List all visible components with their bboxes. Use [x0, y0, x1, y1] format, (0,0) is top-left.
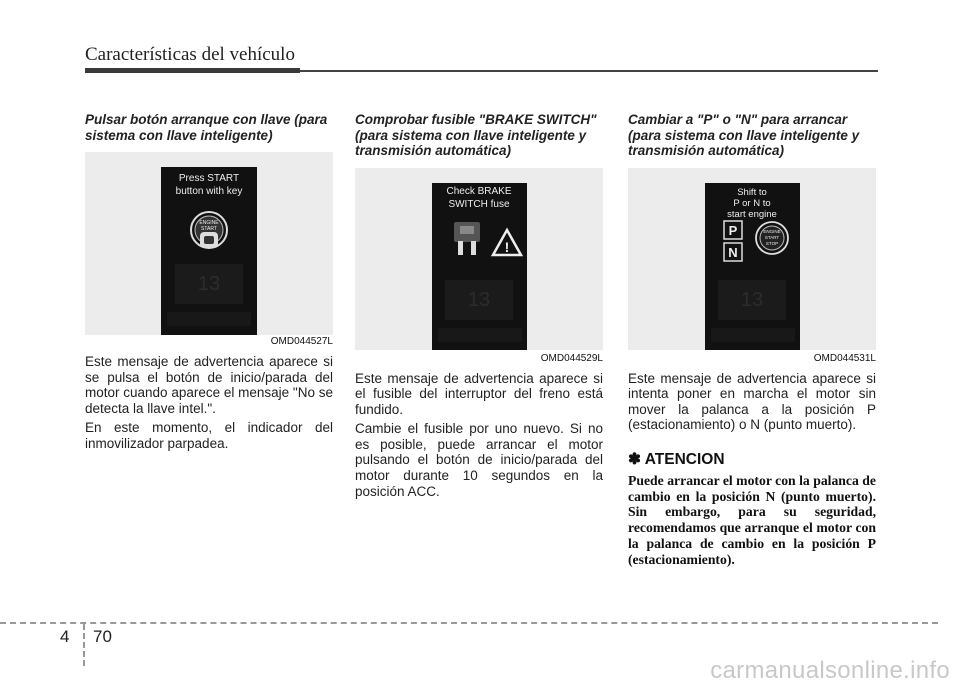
- gear-p-label: P: [728, 222, 738, 238]
- lcd-text-line-1: Check BRAKE: [446, 185, 512, 197]
- caution-text: Puede arrancar el motor con la palanca de cambio en la posición N (punto muerto). Sin embargo, para su seguridad, recomendamos que arranque el motor con la palanca de cambio en la posición P (estacionamiento).: [628, 472, 876, 567]
- cluster-figure: [85, 152, 333, 335]
- body-paragraph: Cambie el fusible por uno nuevo. Si no es posible, puede arrancar el motor pulsando el botón de inicio/parada del motor durante 10 segundos en la posición ACC.: [355, 421, 603, 499]
- lcd-bottom-strip: [711, 328, 795, 342]
- cluster-figure: [355, 168, 603, 350]
- gear-n-label: N: [728, 244, 738, 260]
- footer-divider: [0, 622, 938, 624]
- button-label-2: START: [764, 234, 780, 240]
- header-title: Características del vehículo: [85, 44, 295, 65]
- header-rule-thick: [85, 68, 300, 73]
- cluster-figure: [628, 168, 876, 350]
- lcd-text-line-2: SWITCH fuse: [448, 198, 510, 210]
- button-label-3: STOP: [765, 240, 779, 246]
- cluster-display-illustration: [85, 152, 333, 335]
- cluster-display-illustration: [628, 168, 876, 350]
- page-chapter-number: 4: [60, 627, 70, 646]
- button-label-1: ENGINE: [199, 220, 219, 226]
- figure-caption: OMD044531L: [813, 352, 876, 364]
- footer-page-separator: [83, 624, 85, 666]
- page-number: 70: [93, 627, 112, 646]
- lcd-bottom-strip: [438, 328, 522, 342]
- body-paragraph: Este mensaje de advertencia aparece si el fusible del interruptor del freno está fundido.: [355, 370, 603, 417]
- column-start-button: [85, 112, 333, 456]
- warning-symbol: !: [504, 238, 510, 255]
- lcd-bottom-strip: [167, 312, 251, 326]
- lcd-text-line-2: button with key: [175, 186, 243, 197]
- column-shift-gear: [628, 112, 876, 568]
- figure-caption: OMD044527L: [270, 336, 333, 347]
- watermark: carmanualsonline.info: [710, 657, 950, 684]
- cluster-display-illustration: [355, 168, 603, 350]
- body-paragraph: En este momento, el indicador del inmovilizador parpadea.: [85, 420, 333, 451]
- column-brake-switch: [355, 112, 603, 503]
- lcd-text-line-1: Press START: [178, 173, 240, 184]
- lcd-text-line-2: P or N to: [733, 197, 771, 209]
- body-paragraph: Este mensaje de advertencia aparece si intenta poner en marcha el motor sin mover la palanca a la posición P (estacionamiento) o N (punto muerto).: [628, 370, 876, 433]
- lcd-text-line-1: Shift to: [737, 186, 767, 198]
- section-heading: Cambiar a "P" o "N" para arrancar (para sistema con llave inteligente y transmisión automática): [628, 112, 860, 158]
- lcd-text-line-3: start engine: [727, 208, 777, 220]
- section-heading: Comprobar fusible "BRAKE SWITCH" (para sistema con llave inteligente y transmisión automática): [355, 112, 597, 158]
- header-rule-thin: [300, 70, 878, 72]
- section-heading: Pulsar botón arranque con llave (para sistema con llave inteligente): [85, 112, 328, 143]
- odometer-digits: 13: [197, 273, 221, 295]
- button-label-2: START: [201, 226, 217, 232]
- engine-start-stop-button-icon: [756, 222, 788, 254]
- caution-title: ✽ ATENCION: [628, 450, 725, 468]
- smart-key-icon: [200, 232, 218, 248]
- button-label-1: ENGINE: [763, 228, 781, 234]
- body-paragraph: Este mensaje de advertencia aparece si se pulsa el botón de inicio/parada del motor cuando aparece el mensaje "No se detecta la llave intel.".: [85, 354, 333, 416]
- odometer-digits: 13: [740, 288, 764, 311]
- odometer-digits: 13: [467, 288, 491, 311]
- figure-caption: OMD044529L: [540, 352, 603, 364]
